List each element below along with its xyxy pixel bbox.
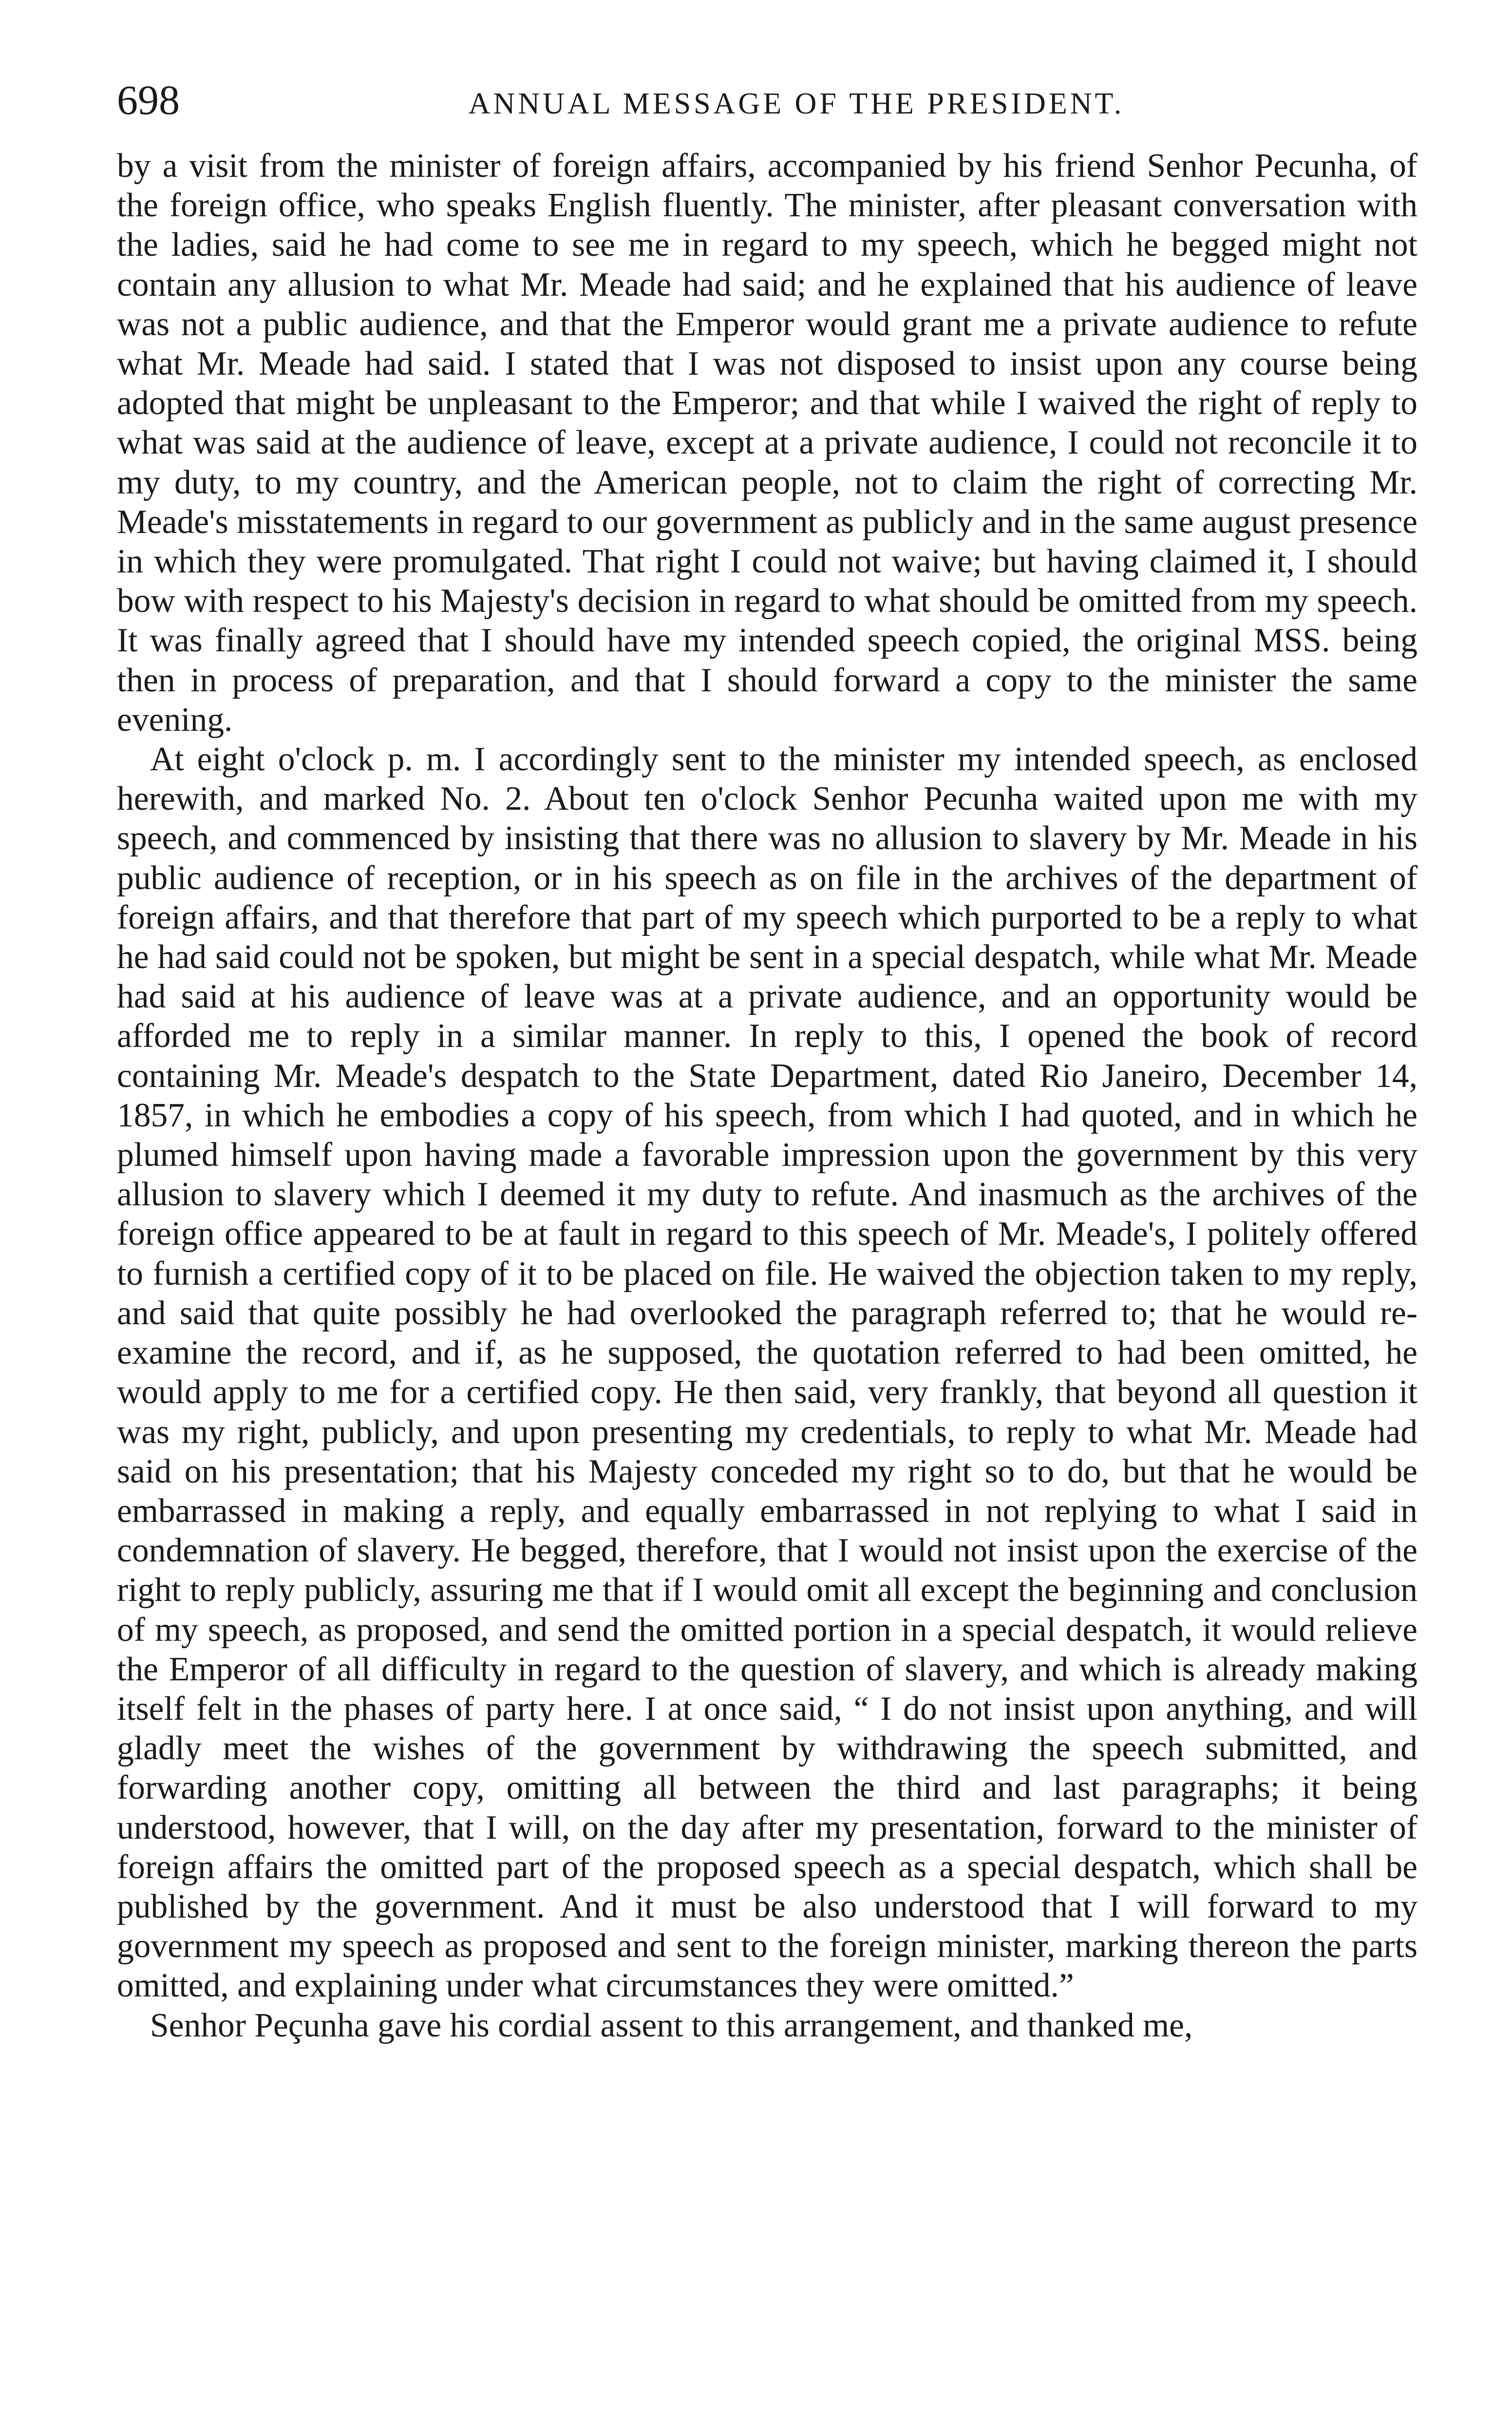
paragraph-continued: by a visit from the minister of foreign affairs, accompanied by his friend Senhor Pecunha, of the foreign office, who speaks English fluently. The minister, after pleasant conversation with the ladies, said he had come to see me in regard to my speech, which he begged might not contain any allusion to what Mr. Meade had said; and he explained that his audience of leave was not a public audience, and that the Emperor would grant me a private audience to refute what Mr. Meade had said. I stated that I was not disposed to insist upon any course being adopted that might be unpleasant to the Emperor; and that while I waived the right of reply to what was said at the audience of leave, except at a private audience, I could not reconcile it to my duty, to my country, and the American people, not to claim the right of correcting Mr. Meade's misstatements in regard to our government as publicly and in the same august presence in which they were promulgated. That right I could not waive; but having claimed it, I should bow with respect to his Majesty's decision in regard to what should be omitted from my speech. It was finally agreed that I should have my intended speech copied, the original MSS. being then in process of preparation, and that I should forward a copy to the minister the same evening. <box>117 147 1418 739</box>
running-head <box>117 73 1418 127</box>
paragraph: At eight o'clock p. m. I accordingly sent to the minister my intended speech, as enclosed herewith, and marked No. 2. About ten o'clock Senhor Pecunha waited upon me with my speech, and commenced by insisting that there was no allusion to slavery by Mr. Meade in his public audience of reception, or in his speech as on file in the archives of the department of foreign affairs, and that therefore that part of my speech which purported to be a reply to what he had said could not be spoken, but might be sent in a special despatch, while what Mr. Meade had said at his audience of leave was at a private audience, and an opportunity would be afforded me to reply in a similar manner. In reply to this, I opened the book of record containing Mr. Meade's despatch to the State Department, dated Rio Janeiro, December 14, 1857, in which he embodies a copy of his speech, from which I had quoted, and in which he plumed himself upon having made a favorable impression upon the government by this very allusion to slavery which I deemed it my duty to refute. And inasmuch as the archives of the foreign office appeared to be at fault in regard to this speech of Mr. Meade's, I politely offered to furnish a certified copy of it to be placed on file. He waived the objection taken to my reply, and said that quite possibly he had overlooked the paragraph referred to; that he would re-examine the record, and if, as he supposed, the quotation referred to had been omitted, he would apply to me for a certified copy. He then said, very frankly, that beyond all question it was my right, publicly, and upon presenting my credentials, to reply to what Mr. Meade had said on his presentation; that his Majesty conceded my right so to do, but that he would be embarrassed in making a reply, and equally embarrassed in not replying to what I said in condemnation of slavery. He begged, therefore, that I would not insist upon the exercise of the right to reply publicly, assuring me that if I would omit all except the beginning and conclusion of my speech, as proposed, and send the omitted portion in a special despatch, it would relieve the Emperor of all difficulty in regard to the question of slavery, and which is already making itself felt in the phases of party here. I at once said, “ I do not insist upon anything, and will gladly meet the wishes of the government by withdrawing the speech submitted, and forwarding another copy, omitting all between the third and last paragraphs; it being understood, however, that I will, on the day after my presentation, forward to the minister of foreign affairs the omitted part of the proposed speech as a special despatch, which shall be published by the government. And it must be also understood that I will forward to my government my speech as proposed and sent to the foreign minister, marking thereon the parts omitted, and explaining under what circumstances they were omitted.” <box>117 741 1418 2005</box>
body-text <box>117 146 1418 2045</box>
page-number: 698 <box>117 76 180 123</box>
running-title: ANNUAL MESSAGE OF THE PRESIDENT. <box>468 87 1125 120</box>
paragraph: Senhor Peçunha gave his cordial assent to this arrangement, and thanked me, <box>150 2006 1193 2044</box>
